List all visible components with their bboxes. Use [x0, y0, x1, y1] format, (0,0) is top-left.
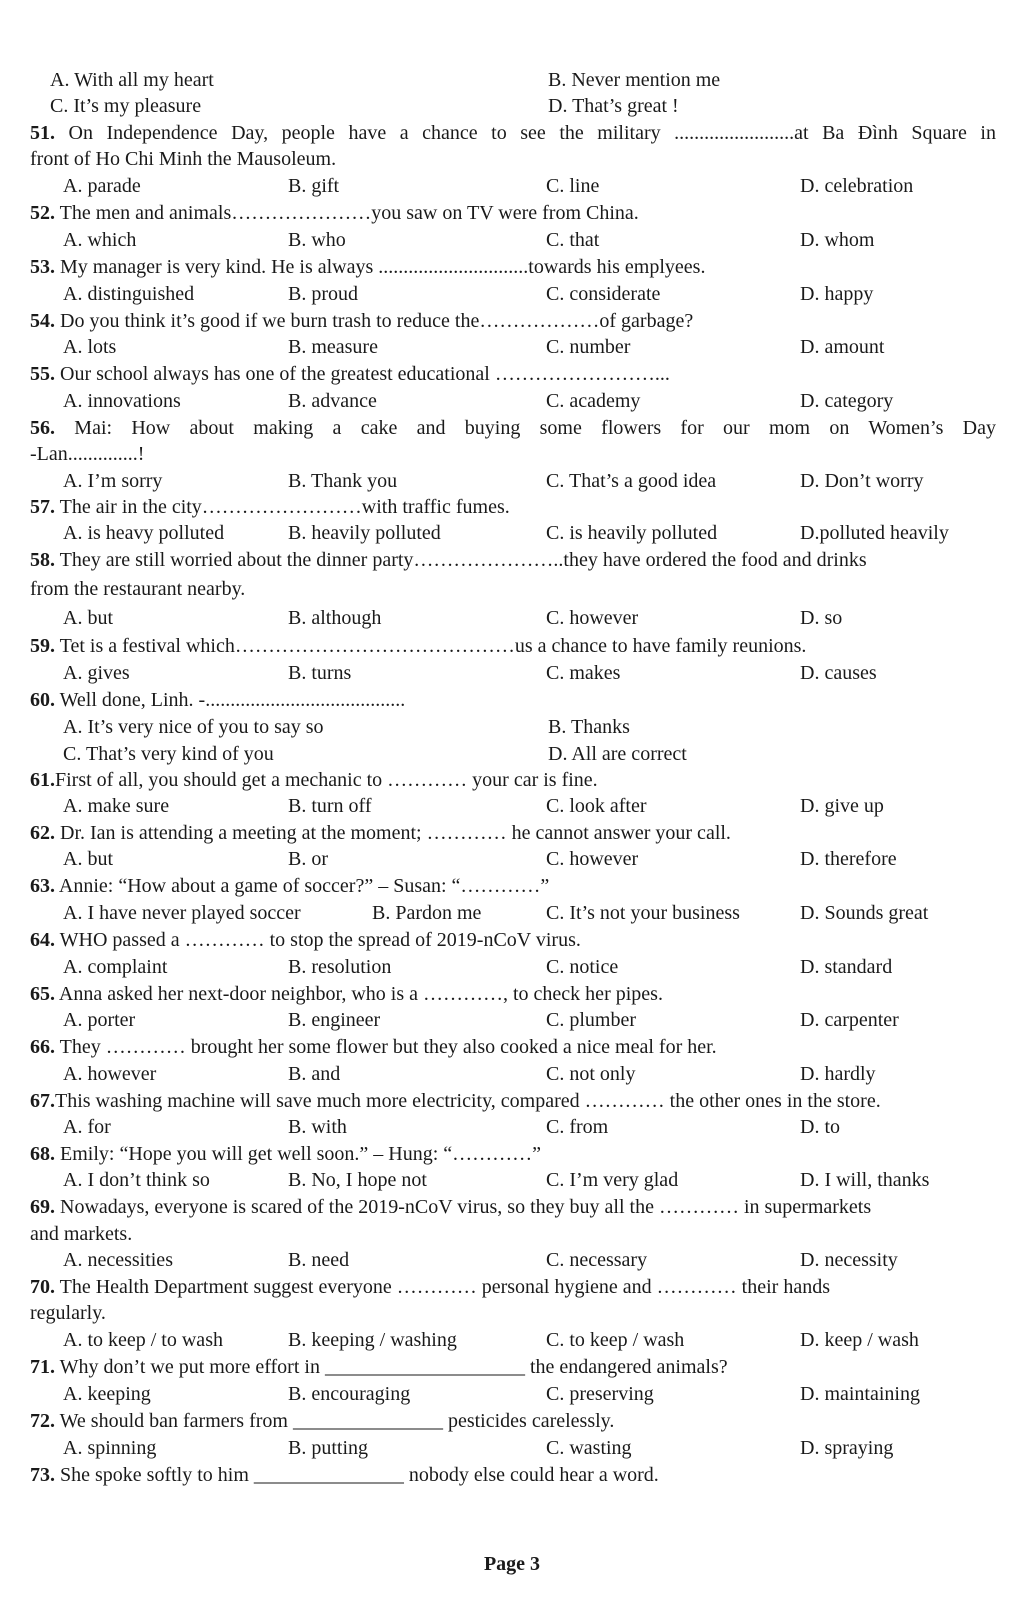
- option-row: [0, 227, 1024, 253]
- option-row: [0, 1007, 1024, 1033]
- question-number: 69.: [30, 1196, 55, 1218]
- question-68: [0, 1141, 1024, 1167]
- question-58: [0, 547, 1024, 573]
- option: A. however: [63, 1063, 157, 1085]
- question-continuation: front of Ho Chi Minh the Mausoleum.: [30, 148, 337, 170]
- option: C. however: [546, 607, 639, 629]
- option: B. turns: [288, 662, 352, 684]
- question-73: [0, 1462, 1024, 1488]
- option: D. necessity: [800, 1249, 898, 1271]
- option: A. is heavy polluted: [63, 522, 225, 544]
- option: A. to keep / to wash: [63, 1329, 223, 1351]
- option: C. notice: [546, 956, 619, 978]
- question-text: They ………… brought her some flower but they also cooked a nice meal for her.: [55, 1036, 717, 1058]
- option: A. gives: [63, 662, 130, 684]
- option-row: [0, 468, 1024, 494]
- option: A. keeping: [63, 1383, 151, 1405]
- option: D. standard: [800, 956, 893, 978]
- question-continuation: from the restaurant nearby.: [30, 578, 246, 600]
- option: C. look after: [546, 795, 647, 817]
- option: C. It’s my pleasure: [50, 95, 202, 117]
- option: B. or: [288, 848, 328, 870]
- question-continuation: -Lan..............!: [30, 443, 145, 465]
- question-63: [0, 873, 1024, 899]
- option-row: [0, 793, 1024, 819]
- option: A. spinning: [63, 1437, 157, 1459]
- option: B. with: [288, 1116, 347, 1138]
- question-55: [0, 361, 1024, 387]
- question-text: She spoke softly to him _______________ nobody else could hear a word.: [55, 1464, 659, 1486]
- option: B. and: [288, 1063, 341, 1085]
- option: C. is heavily polluted: [546, 522, 718, 544]
- option: A. distinguished: [63, 283, 195, 305]
- option: D. whom: [800, 229, 875, 251]
- question-text: Well done, Linh. -........................................: [55, 689, 406, 711]
- option: D. amount: [800, 336, 885, 358]
- question-number: 63.: [30, 875, 55, 897]
- option: A. but: [63, 607, 113, 629]
- option: C. number: [546, 336, 631, 358]
- option: D. category: [800, 390, 894, 412]
- option-row: [0, 67, 1024, 93]
- question-64: [0, 927, 1024, 953]
- question-text: Dr. Ian is attending a meeting at the moment; ………… he cannot answer your call.: [55, 822, 731, 844]
- option: D. All are correct: [548, 743, 687, 765]
- question-text: We should ban farmers from _______________ pesticides carelessly.: [55, 1410, 615, 1432]
- option-row: [0, 660, 1024, 686]
- option-row: [0, 900, 1024, 926]
- page-number: Page 3: [483, 1553, 541, 1575]
- option: C. that: [546, 229, 600, 251]
- option: C. academy: [546, 390, 641, 412]
- option-row: [0, 173, 1024, 199]
- question-number: 58.: [30, 549, 55, 571]
- option: A. parade: [63, 175, 141, 197]
- option: D. That’s great !: [548, 95, 679, 117]
- question-52: [0, 200, 1024, 226]
- option: B. although: [288, 607, 382, 629]
- option: A. complaint: [63, 956, 168, 978]
- question-67: [0, 1088, 1024, 1114]
- question-text: The men and animals…………………you saw on TV were from China.: [55, 202, 639, 224]
- option-row: [0, 1061, 1024, 1087]
- question-text: Emily: “Hope you will get well soon.” – Hung: “…………”: [55, 1143, 542, 1165]
- option: B. putting: [288, 1437, 369, 1459]
- question-number: 62.: [30, 822, 55, 844]
- option: D. to: [800, 1116, 840, 1138]
- question-56: [0, 415, 1024, 441]
- option: B. engineer: [288, 1009, 381, 1031]
- option: D. Don’t worry: [800, 470, 924, 492]
- question-number: 72.: [30, 1410, 55, 1432]
- question-text: Anna asked her next-door neighbor, who is a …………, to check her pipes.: [55, 983, 663, 1005]
- question-number: 66.: [30, 1036, 55, 1058]
- question-text: Do you think it’s good if we burn trash to reduce the………………of garbage?: [55, 310, 694, 332]
- option: D. so: [800, 607, 843, 629]
- option: C. preserving: [546, 1383, 654, 1405]
- option-row: [0, 334, 1024, 360]
- option: D. spraying: [800, 1437, 894, 1459]
- question-70: [0, 1274, 1024, 1300]
- option: A. It’s very nice of you to say so: [63, 716, 324, 738]
- option-row: [0, 520, 1024, 546]
- question-number: 65.: [30, 983, 55, 1005]
- option: B. resolution: [288, 956, 392, 978]
- option: B. turn off: [288, 795, 372, 817]
- option: A. I have never played soccer: [63, 902, 301, 924]
- option: B. Thanks: [548, 716, 630, 738]
- option: B. proud: [288, 283, 358, 305]
- option: C. I’m very glad: [546, 1169, 679, 1191]
- question-number: 71.: [30, 1356, 55, 1378]
- option: D. give up: [800, 795, 884, 817]
- question-69: [0, 1194, 1024, 1220]
- question-number: 67.: [30, 1090, 55, 1112]
- option: B. Pardon me: [372, 902, 482, 924]
- option: C. not only: [546, 1063, 636, 1085]
- option: D. hardly: [800, 1063, 876, 1085]
- option: B. gift: [288, 175, 340, 197]
- option: B. advance: [288, 390, 377, 412]
- option: A. I’m sorry: [63, 470, 163, 492]
- question-54: [0, 308, 1024, 334]
- option: A. innovations: [63, 390, 181, 412]
- question-71: [0, 1354, 1024, 1380]
- option: D. celebration: [800, 175, 914, 197]
- question-number: 55.: [30, 363, 55, 385]
- option: D. happy: [800, 283, 874, 305]
- question-text: The air in the city……………………with traffic fumes.: [55, 496, 510, 518]
- question-text: The Health Department suggest everyone ………… personal hygiene and ………… their hands: [55, 1276, 830, 1298]
- question-text: First of all, you should get a mechanic to ………… your car is fine.: [55, 769, 598, 791]
- question-number: 68.: [30, 1143, 55, 1165]
- question-number: 73.: [30, 1464, 55, 1486]
- question-53: [0, 254, 1024, 280]
- question-text: My manager is very kind. He is always ..............................towards his emplyees.: [55, 256, 706, 278]
- question-number: 60.: [30, 689, 55, 711]
- option: A. for: [63, 1116, 111, 1138]
- option: B. keeping / washing: [288, 1329, 457, 1351]
- option-row: [0, 93, 1024, 119]
- option: D. therefore: [800, 848, 897, 870]
- question-number: 54.: [30, 310, 55, 332]
- option: A. porter: [63, 1009, 136, 1031]
- question-continuation: regularly.: [30, 1302, 106, 1324]
- question-number: 53.: [30, 256, 55, 278]
- option: A. which: [63, 229, 137, 251]
- option: C. That’s a good idea: [546, 470, 717, 492]
- option: D. causes: [800, 662, 877, 684]
- option: B. No, I hope not: [288, 1169, 427, 1191]
- question-number: 52.: [30, 202, 55, 224]
- option: D. carpenter: [800, 1009, 899, 1031]
- option: C. line: [546, 175, 600, 197]
- question-57: [0, 494, 1024, 520]
- question-text: WHO passed a ………… to stop the spread of 2019-nCoV virus.: [55, 929, 581, 951]
- question-51: [0, 120, 1024, 146]
- question-number: 59.: [30, 635, 55, 657]
- option: A. but: [63, 848, 113, 870]
- question-60: [0, 687, 1024, 713]
- option: A. lots: [63, 336, 117, 358]
- question-65: [0, 981, 1024, 1007]
- question-text: Annie: “How about a game of soccer?” – Susan: “…………”: [55, 875, 550, 897]
- option: A. With all my heart: [50, 69, 214, 91]
- question-61: [0, 767, 1024, 793]
- question-text: Nowadays, everyone is scared of the 2019-nCoV virus, so they buy all the ………… in supermarkets: [55, 1196, 872, 1218]
- option: C. from: [546, 1116, 609, 1138]
- option: D. maintaining: [800, 1383, 920, 1405]
- option: B. Thank you: [288, 470, 398, 492]
- option: D. keep / wash: [800, 1329, 919, 1351]
- option: A. I don’t think so: [63, 1169, 210, 1191]
- option: D. Sounds great: [800, 902, 929, 924]
- question-text: They are still worried about the dinner party…………………..they have ordered the food and drinks: [55, 549, 867, 571]
- option-row: [0, 1435, 1024, 1461]
- question-number: 64.: [30, 929, 55, 951]
- question-text: This washing machine will save much more electricity, compared ………… the other ones in the store.: [55, 1090, 881, 1112]
- option: C. wasting: [546, 1437, 632, 1459]
- option-row: [0, 1114, 1024, 1140]
- question-text: Why don’t we put more effort in ____________________ the endangered animals?: [55, 1356, 728, 1378]
- option-row: [0, 741, 1024, 767]
- option: C. It’s not your business: [546, 902, 740, 924]
- option: C. however: [546, 848, 639, 870]
- question-number: 51.: [30, 122, 55, 144]
- option: C. makes: [546, 662, 621, 684]
- option: B. Never mention me: [548, 69, 721, 91]
- option-row: [0, 281, 1024, 307]
- question-66: [0, 1034, 1024, 1060]
- option: B. need: [288, 1249, 350, 1271]
- option: A. make sure: [63, 795, 170, 817]
- question-number: 61.: [30, 769, 55, 791]
- option-row: [0, 605, 1024, 631]
- question-continuation: and markets.: [30, 1223, 133, 1245]
- option-row: [0, 1247, 1024, 1273]
- option-row: [0, 714, 1024, 740]
- option: C. to keep / wash: [546, 1329, 685, 1351]
- option: A. necessities: [63, 1249, 173, 1271]
- option: B. measure: [288, 336, 378, 358]
- option: C. That’s very kind of you: [63, 743, 274, 765]
- question-text: Tet is a festival which……………………………………us a chance to have family reunions.: [55, 635, 807, 657]
- option-row: [0, 1167, 1024, 1193]
- option: C. considerate: [546, 283, 661, 305]
- question-number: 56.: [30, 417, 55, 439]
- option-row: [0, 1381, 1024, 1407]
- question-text: Our school always has one of the greatest educational ……………………...: [55, 363, 670, 385]
- question-text: On Independence Day, people have a chance to see the military ........................at Ba Đình Square in: [55, 122, 996, 144]
- option: D. I will, thanks: [800, 1169, 930, 1191]
- option-row: [0, 846, 1024, 872]
- option: D.polluted heavily: [800, 522, 949, 544]
- option-row: [0, 954, 1024, 980]
- option-row: [0, 1327, 1024, 1353]
- option: B. heavily polluted: [288, 522, 441, 544]
- question-number: 57.: [30, 496, 55, 518]
- option: B. encouraging: [288, 1383, 411, 1405]
- option: B. who: [288, 229, 346, 251]
- question-62: [0, 820, 1024, 846]
- option: C. necessary: [546, 1249, 648, 1271]
- option: C. plumber: [546, 1009, 636, 1031]
- question-text: Mai: How about making a cake and buying some flowers for our mom on Women’s Day: [55, 417, 996, 439]
- question-72: [0, 1408, 1024, 1434]
- question-59: [0, 633, 1024, 659]
- option-row: [0, 388, 1024, 414]
- question-number: 70.: [30, 1276, 55, 1298]
